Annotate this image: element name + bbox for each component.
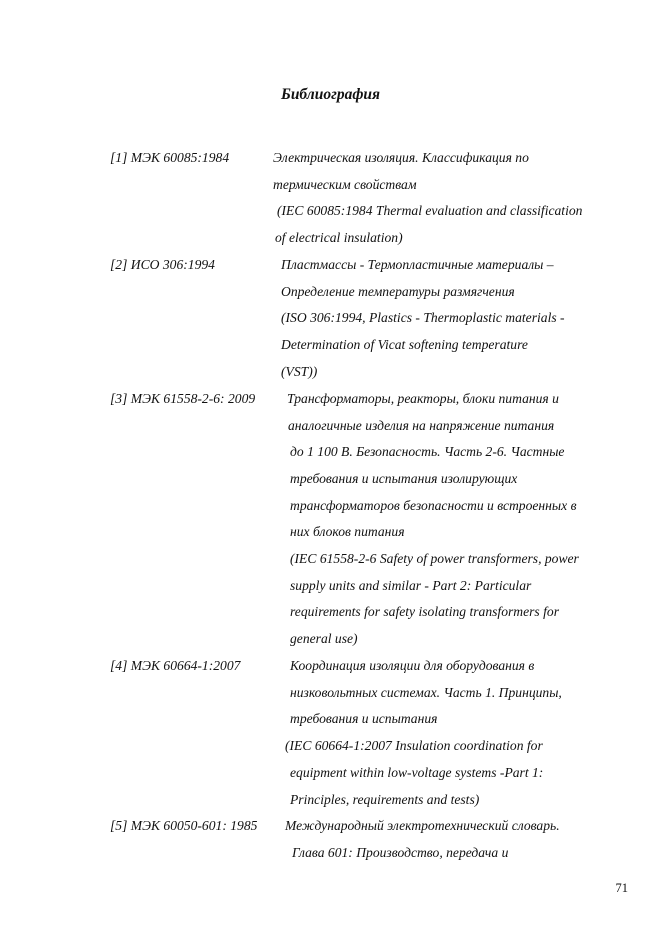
ref-label-1: [1] МЭК 60085:1984 bbox=[110, 150, 230, 165]
entry-3-line-4: требования и испытания изолирующих bbox=[290, 471, 518, 486]
entry-3-line-1: Трансформаторы, реакторы, блоки питания и bbox=[287, 391, 559, 406]
ref-label-3: [3] МЭК 61558-2-6: 2009 bbox=[110, 391, 256, 406]
entry-4-line-1: Координация изоляции для оборудования в bbox=[290, 658, 535, 673]
entry-4-line-3: требования и испытания bbox=[290, 711, 438, 726]
entry-1-line-1: Электрическая изоляция. Классификация по bbox=[273, 150, 529, 165]
entry-2-line-2: Определение температуры размягчения bbox=[281, 284, 515, 299]
entry-1-line-4: of electrical insulation) bbox=[275, 230, 403, 245]
entry-3-line-8: supply units and similar - Part 2: Particular bbox=[290, 578, 532, 593]
page-title: Библиография bbox=[280, 86, 381, 103]
entry-4-line-2: низковольтных системах. Часть 1. Принципы, bbox=[290, 685, 562, 700]
entry-2-line-4: Determination of Vicat softening temperature bbox=[281, 337, 528, 352]
entry-3-line-2: аналогичные изделия на напряжение питания bbox=[288, 418, 555, 433]
entry-5-line-2: Глава 601: Производство, передача и bbox=[292, 845, 509, 860]
entry-5-line-1: Международный электротехнический словарь. bbox=[285, 818, 560, 833]
entry-4-line-4: (IEC 60664-1:2007 Insulation coordination for bbox=[285, 738, 543, 753]
entry-4-line-6: Principles, requirements and tests) bbox=[290, 792, 480, 807]
page-number: 71 bbox=[615, 881, 628, 895]
entry-4-line-5: equipment within low-voltage systems -Part 1: bbox=[290, 765, 544, 780]
entry-2-line-3: (ISO 306:1994, Plastics - Thermoplastic materials - bbox=[281, 310, 565, 325]
entry-3-line-5: трансформаторов безопасности и встроенных в bbox=[290, 498, 577, 513]
ref-label-4: [4] МЭК 60664-1:2007 bbox=[110, 658, 241, 673]
entry-3-line-3: до 1 100 В. Безопасность. Часть 2-6. Частные bbox=[290, 444, 565, 459]
entry-2-line-5: (VST)) bbox=[281, 364, 318, 379]
entry-2-line-1: Пластмассы - Термопластичные материалы – bbox=[281, 257, 554, 272]
entry-1-line-2: термическим свойствам bbox=[273, 177, 417, 192]
entry-3-line-7: (IEC 61558-2-6 Safety of power transformers, power bbox=[290, 551, 579, 566]
entry-3-line-6: них блоков питания bbox=[290, 524, 405, 539]
entry-3-line-10: general use) bbox=[290, 631, 358, 646]
ref-label-5: [5] МЭК 60050-601: 1985 bbox=[110, 818, 258, 833]
ref-label-2: [2] ИСО 306:1994 bbox=[110, 257, 215, 272]
entry-1-line-3: (IEC 60085:1984 Thermal evaluation and classification bbox=[277, 203, 583, 218]
entry-3-line-9: requirements for safety isolating transformers for bbox=[290, 604, 559, 619]
